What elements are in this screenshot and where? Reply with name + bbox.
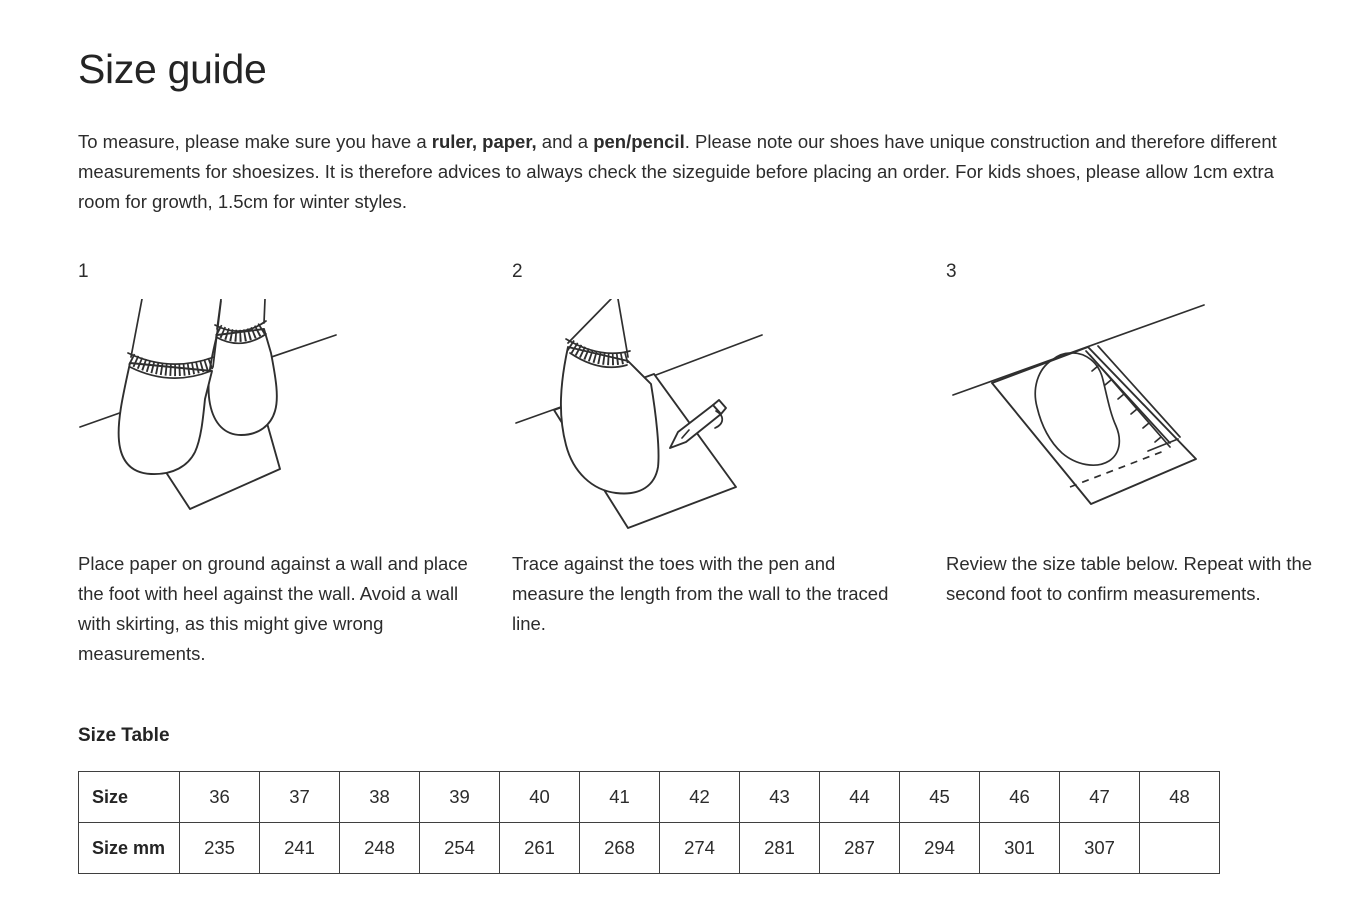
size-cell: 36: [180, 772, 260, 823]
measurement-steps: [78, 261, 1314, 669]
size-mm-cell: 281: [740, 823, 820, 874]
intro-text: and a: [536, 131, 594, 152]
size-cell: 41: [580, 772, 660, 823]
size-mm-cell: 235: [180, 823, 260, 874]
size-table: [78, 771, 1220, 874]
tracing-with-pen-illustration: [512, 299, 774, 529]
feet-on-paper-illustration: [78, 299, 340, 529]
size-cell: 37: [260, 772, 340, 823]
step-1-number: 1: [78, 261, 89, 282]
intro-bold-pen-pencil: pen/pencil: [593, 131, 685, 152]
size-cell: 44: [820, 772, 900, 823]
step-3: [946, 261, 1314, 669]
size-mm-cell: [1140, 823, 1220, 874]
size-mm-cell: 307: [1060, 823, 1140, 874]
size-mm-cell: 287: [820, 823, 900, 874]
size-table-heading: Size Table: [78, 725, 170, 746]
size-mm-cell: 261: [500, 823, 580, 874]
step-2: [512, 261, 946, 669]
intro-paragraph: [78, 127, 1314, 217]
size-mm-cell: 294: [900, 823, 980, 874]
foot-outline-ruler-illustration: [946, 299, 1208, 529]
size-cell: 39: [420, 772, 500, 823]
size-cell: 47: [1060, 772, 1140, 823]
intro-text: To measure, please make sure you have a: [78, 131, 432, 152]
size-cell: 45: [900, 772, 980, 823]
size-cell: 38: [340, 772, 420, 823]
intro-bold-ruler-paper: ruler, paper,: [431, 131, 537, 152]
size-row: [79, 772, 1220, 823]
step-2-caption: Trace against the toes with the pen and measure the length from the wall to the traced line.: [512, 553, 889, 634]
size-cell: 48: [1140, 772, 1220, 823]
size-cell: 46: [980, 772, 1060, 823]
size-row-header: Size: [79, 772, 180, 823]
size-mm-row-header: Size mm: [79, 823, 180, 874]
size-mm-cell: 241: [260, 823, 340, 874]
size-mm-row: [79, 823, 1220, 874]
size-mm-cell: 301: [980, 823, 1060, 874]
size-mm-cell: 268: [580, 823, 660, 874]
size-cell: 43: [740, 772, 820, 823]
size-mm-cell: 274: [660, 823, 740, 874]
size-mm-cell: 254: [420, 823, 500, 874]
step-1: [78, 261, 512, 669]
step-3-caption: Review the size table below. Repeat with the second foot to confirm measurements.: [946, 553, 1313, 604]
page-title: Size guide: [78, 46, 267, 92]
size-cell: 40: [500, 772, 580, 823]
intro-text: . Please note our shoes have unique construction and therefore different measurements for shoesizes. It is therefore advices to always check the sizeguide before placing an order. For kids shoes, please allow 1cm extra room for growth, 1.5cm for winter styles.: [78, 131, 1277, 212]
size-cell: 42: [660, 772, 740, 823]
size-mm-cell: 248: [340, 823, 420, 874]
step-2-number: 2: [512, 261, 523, 282]
step-3-number: 3: [946, 261, 957, 282]
step-1-caption: Place paper on ground against a wall and place the foot with heel against the wall. Avoid a wall with skirting, as this might give wrong measurements.: [78, 553, 468, 664]
